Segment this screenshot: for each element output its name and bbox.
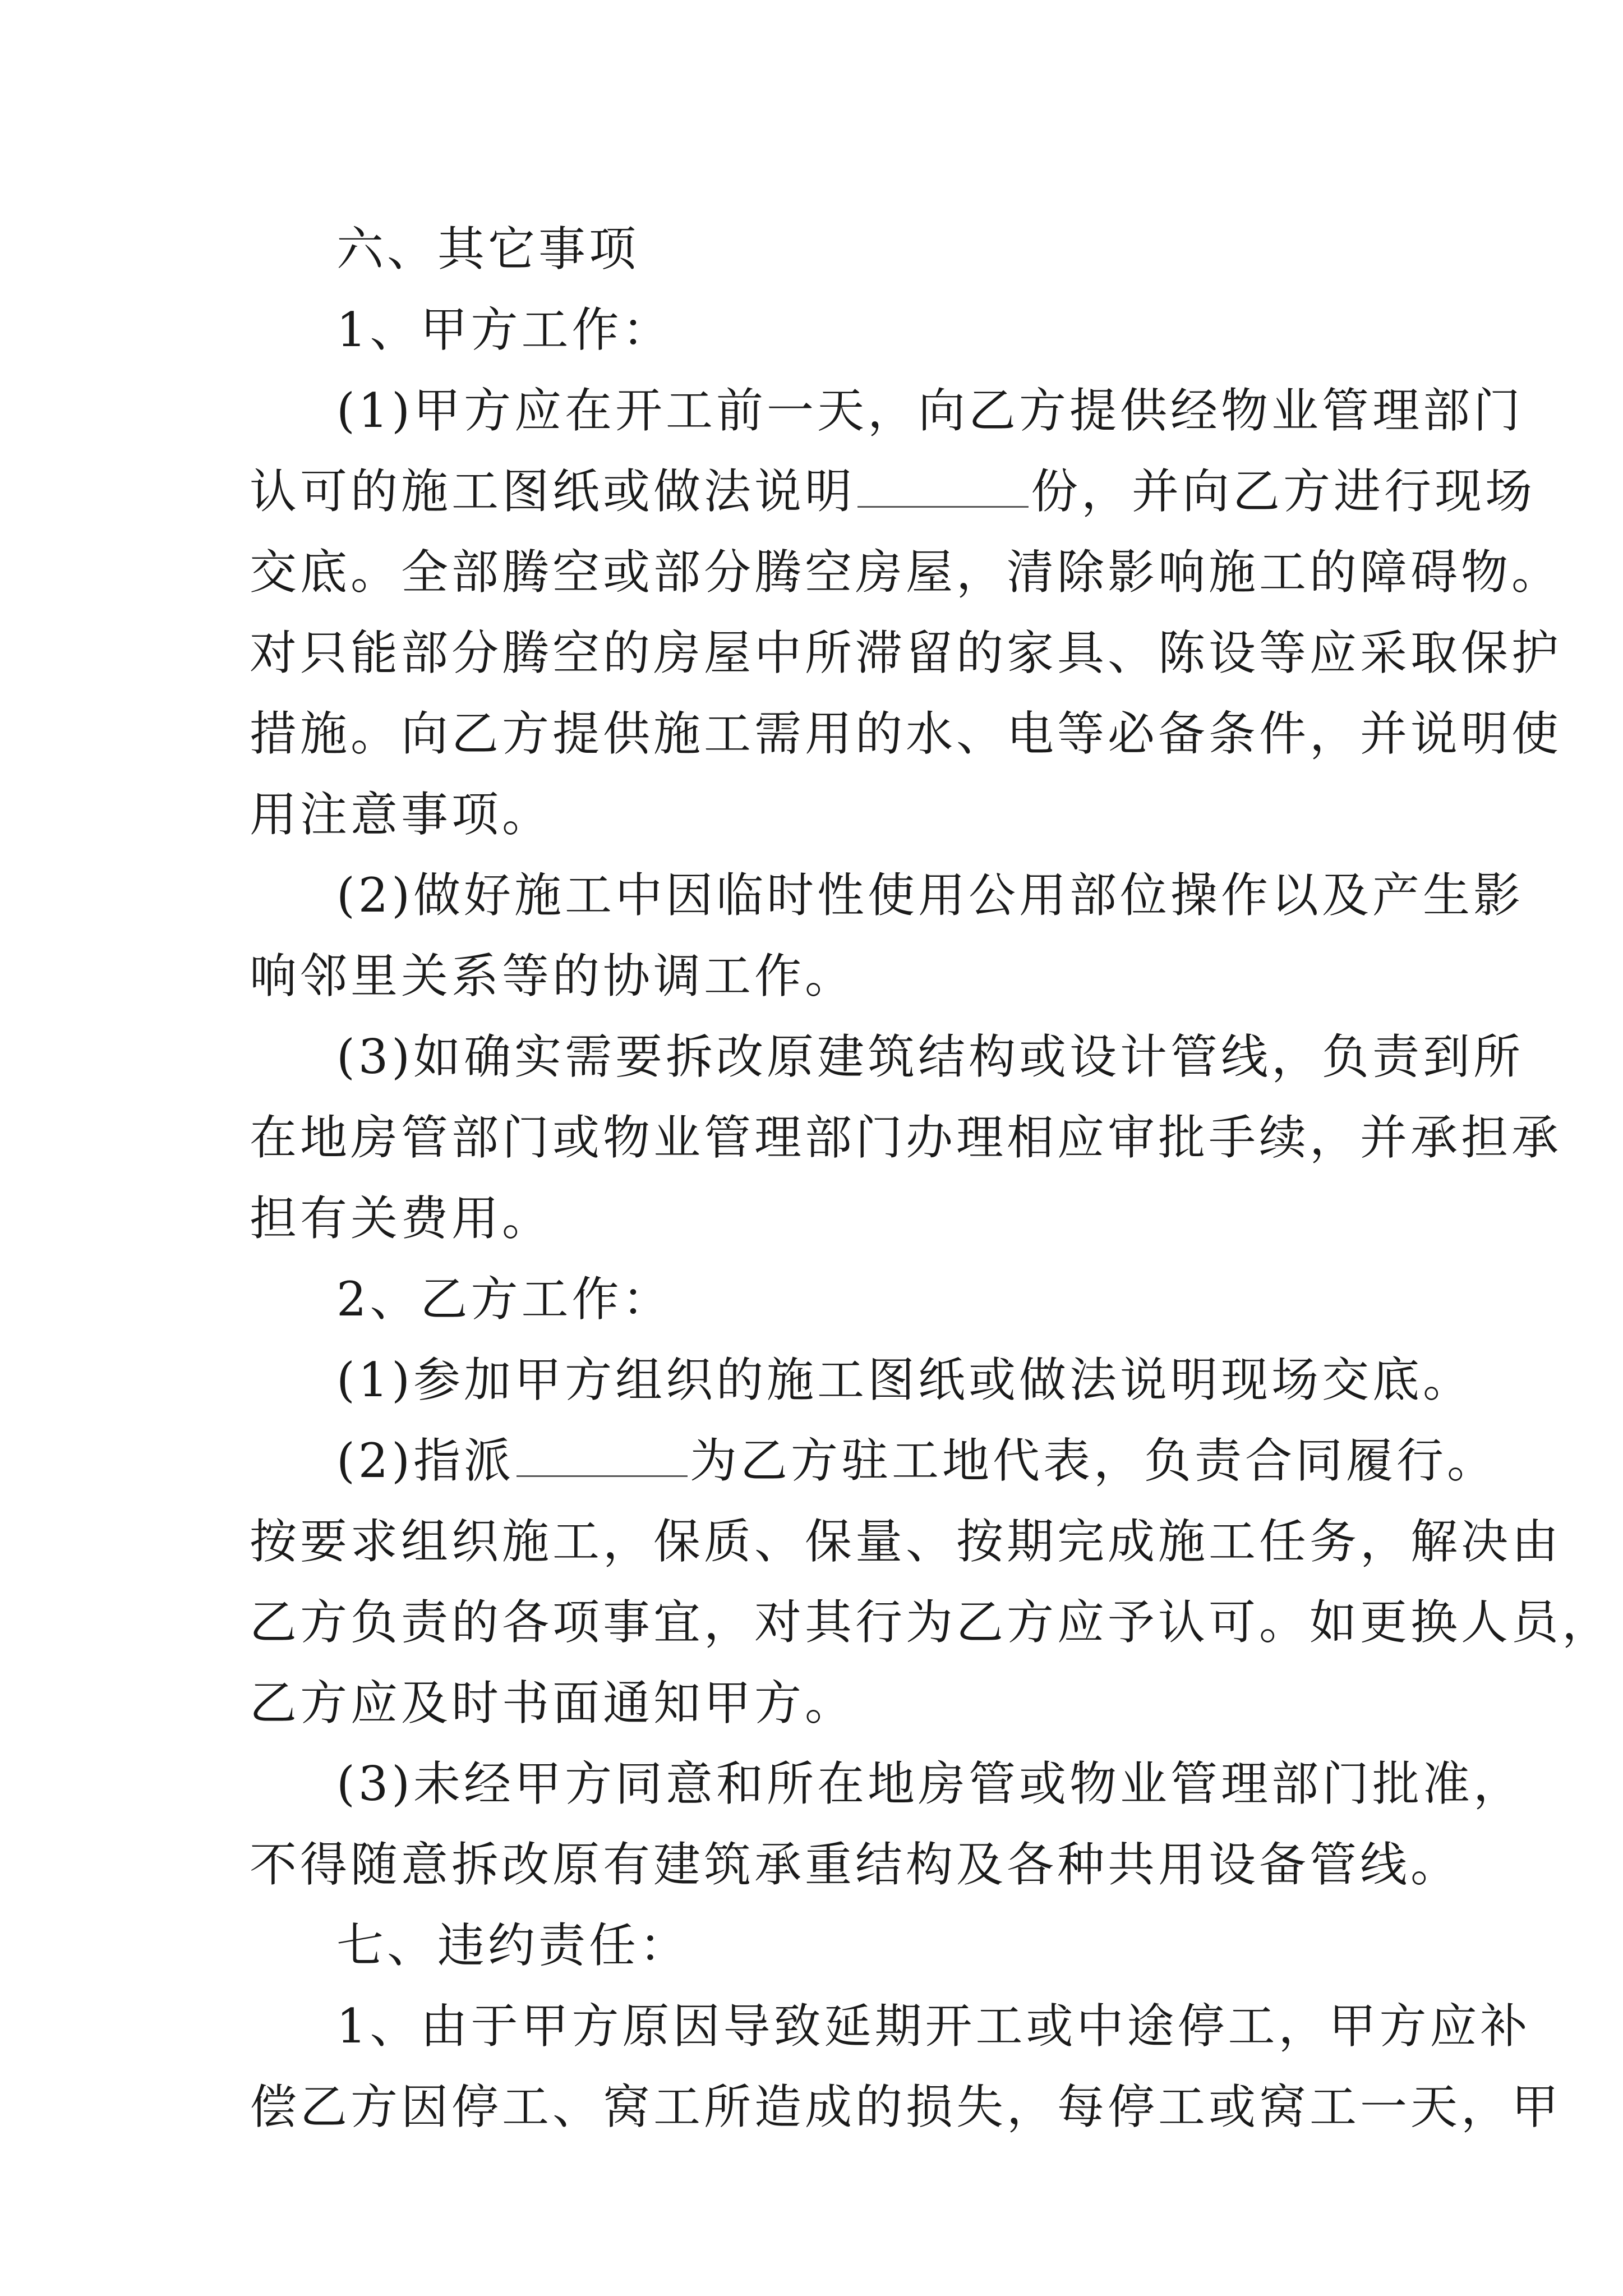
text-line: 按要求组织施工，保质、保量、按期完成施工任务，解决由 xyxy=(250,1514,1562,1569)
paragraph-a1 xyxy=(250,370,1562,855)
paragraph-a3 xyxy=(250,1016,1562,1259)
section-heading-liability xyxy=(250,1905,1380,1986)
text-line: (2)做好施工中因临时性使用公用部位操作以及产生影 xyxy=(336,868,1524,923)
text-line: 乙方应及时书面通知甲方。 xyxy=(250,1676,856,1731)
text-line: 乙方负责的各项事宜，对其行为乙方应予认可。如更换人员， xyxy=(250,1595,1613,1650)
text-line xyxy=(250,451,1536,532)
section-heading-other-matters xyxy=(250,209,1380,289)
fill-in-blank xyxy=(517,1441,688,1477)
paragraph-b3 xyxy=(250,1743,1524,1905)
subheading-party-b-work xyxy=(250,1259,1380,1340)
text-line: (3)如确实需要拆改原建筑结构或设计管线，负责到所 xyxy=(336,1029,1524,1084)
text-segment: 为乙方驻工地代表，负责合同履行。 xyxy=(690,1433,1498,1488)
text-line: 响邻里关系等的协调工作。 xyxy=(250,949,856,1004)
text-line: 担有关费用。 xyxy=(250,1191,553,1246)
text-segment: 认可的施工图纸或做法说明 xyxy=(250,464,856,519)
paragraph-b1 xyxy=(250,1340,1473,1420)
text-line: 1、由于甲方原因导致延期开工或中途停工，甲方应补 xyxy=(336,1999,1531,2054)
paragraph-a2 xyxy=(250,855,1524,1016)
paragraph-b2 xyxy=(250,1420,1613,1743)
text-segment: (2)指派 xyxy=(336,1433,514,1488)
text-line: 不得随意拆改原有建筑承重结构及各种共用设备管线。 xyxy=(250,1837,1461,1892)
text-line: 交底。全部腾空或部分腾空房屋，清除影响施工的障碍物。 xyxy=(250,545,1562,600)
text-line: 偿乙方因停工、窝工所造成的损失，每停工或窝工一天，甲 xyxy=(250,2079,1562,2134)
paragraph-liability-1 xyxy=(250,1986,1562,2147)
document-body xyxy=(250,209,1613,2147)
text-line: 六、其它事项 xyxy=(336,222,640,277)
fill-in-blank xyxy=(857,471,1029,508)
text-line: 对只能部分腾空的房屋中所滞留的家具、陈设等应采取保护 xyxy=(250,625,1562,680)
text-line: 2、乙方工作： xyxy=(336,1272,673,1327)
text-line: 在地房管部门或物业管理部门办理相应审批手续，并承担承 xyxy=(250,1110,1562,1165)
text-line: 措施。向乙方提供施工需用的水、电等必备条件，并说明使 xyxy=(250,706,1562,761)
text-line: (1)甲方应在开工前一天，向乙方提供经物业管理部门 xyxy=(336,383,1524,438)
text-line: 1、甲方工作： xyxy=(336,302,673,357)
subheading-party-a-work xyxy=(250,289,1380,370)
text-line xyxy=(250,1420,1498,1501)
text-line: (3)未经甲方同意和所在地房管或物业管理部门批准， xyxy=(336,1756,1524,1811)
text-line: 用注意事项。 xyxy=(250,787,553,842)
text-line: 七、违约责任： xyxy=(336,1918,690,1973)
text-segment: 份，并向乙方进行现场 xyxy=(1031,464,1536,519)
text-line: (1)参加甲方组织的施工图纸或做法说明现场交底。 xyxy=(336,1352,1473,1407)
